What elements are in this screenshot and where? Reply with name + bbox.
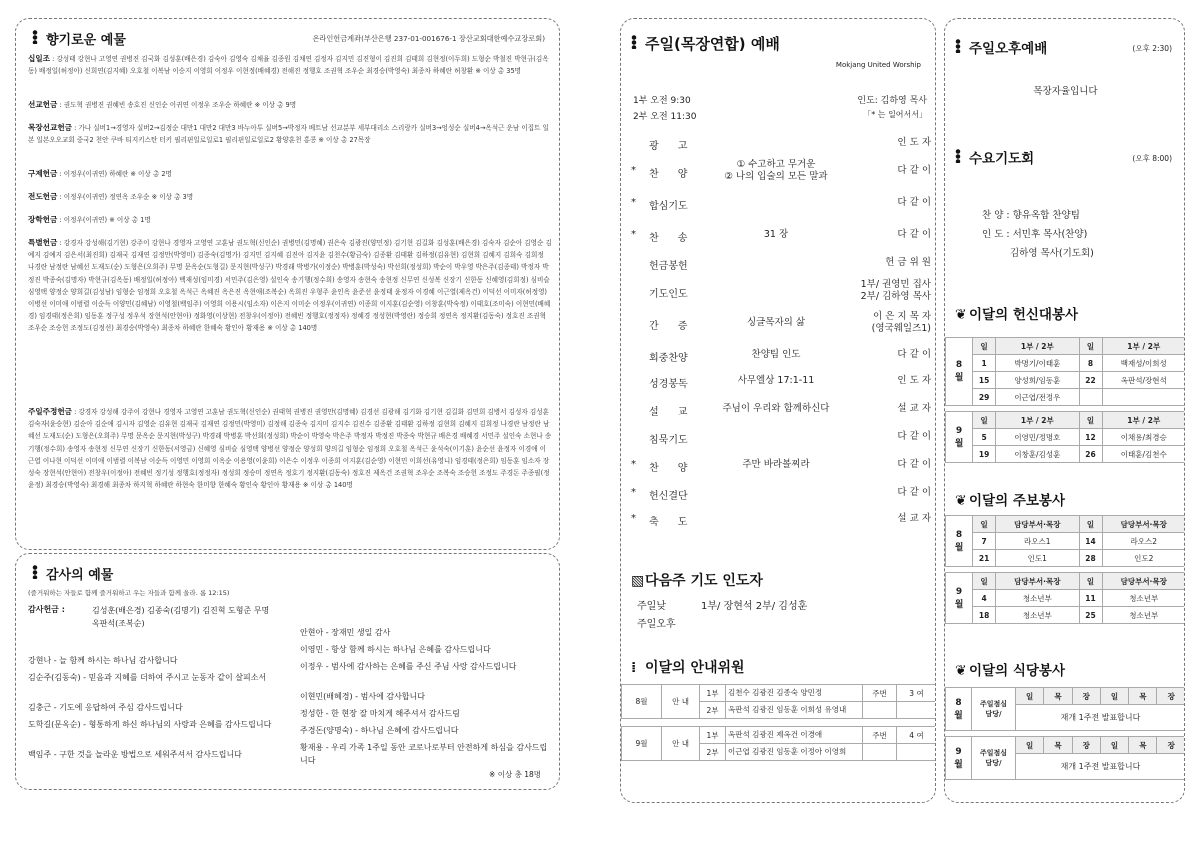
offering-title: 향기로운 예물 — [32, 29, 126, 48]
worship-row — [631, 485, 931, 509]
thanks-name: 이정우 — [300, 662, 324, 671]
header-cell: 일 — [1016, 737, 1044, 754]
thanks-dash: - — [51, 750, 60, 759]
table-cell: 이태훈/김천수 — [1102, 446, 1185, 463]
worship-subtitle: Mokjang United Worship — [835, 61, 921, 69]
offering-colon: : — [50, 55, 57, 63]
table-cell: 박명기/이태훈 — [996, 355, 1079, 372]
thanks-box — [15, 553, 560, 790]
table-cell: 옥판석/장현석 — [1102, 372, 1185, 389]
header-cell: 일 — [973, 516, 996, 533]
table-cell: 청소년부 — [1102, 607, 1185, 624]
stand-star: * — [631, 513, 636, 524]
header-cell: 담당부서·목장 — [1102, 573, 1185, 590]
section-marker-icon — [955, 149, 961, 163]
thanks-msg: 항상 함께 하시는 하나님 은혜를 감사드립니다 — [331, 645, 491, 654]
offering-section — [28, 168, 552, 180]
header-cell: 1부 / 2부 — [1102, 412, 1185, 429]
table-row — [946, 607, 1186, 624]
part-cell: 2부 — [700, 702, 726, 719]
thanks-dash: - — [80, 720, 89, 729]
ushers-table — [621, 684, 936, 761]
offering-section — [28, 406, 552, 491]
bulletin-table — [945, 515, 1185, 624]
header-cell: 1부 / 2부 — [996, 338, 1079, 355]
part-cell: 1부 — [700, 727, 726, 744]
section-marker-icon: ▧ — [631, 573, 645, 589]
thanks-subtitle: (즐거워하는 자들로 함께 즐거워하고 우는 자들과 함께 울라. 롬 12:15) — [28, 589, 230, 597]
table-cell: 15 — [973, 372, 996, 389]
wednesday-time: (오후 8:00) — [1132, 154, 1172, 163]
section-marker-icon — [955, 39, 961, 53]
header-cell: 일 — [1016, 688, 1044, 705]
thanks-msg: 늘 함께 하시는 하나님 감사합니다 — [59, 656, 178, 665]
thanks-offering-label: 감사헌금 : — [28, 605, 65, 614]
kitchen-note: 재개 1주전 발표합니다 — [1016, 705, 1186, 731]
table-header-row — [946, 688, 1186, 705]
table-cell: 1 — [973, 355, 996, 372]
table-cell: 28 — [1079, 550, 1102, 567]
table-cell: 라오스2 — [1102, 533, 1185, 550]
duty-count-cell — [897, 744, 937, 761]
next-prayer-row1-label: 주일낮 — [637, 601, 666, 612]
thanks-msg: 범사에 감사합니다 — [360, 692, 425, 701]
worship-content: 찬양팀 인도 — [751, 349, 801, 360]
table-cell — [1102, 389, 1185, 406]
header-cell: 일 — [1079, 516, 1102, 533]
header-cell: 일 — [973, 338, 996, 355]
thanks-dash: - — [323, 743, 332, 752]
stand-star: * — [631, 229, 636, 240]
table-header-row — [946, 516, 1186, 533]
heart-bullet-icon: ❦ — [955, 663, 967, 679]
worship-row — [631, 511, 931, 535]
worship-row — [631, 457, 931, 481]
thanks-msg: 우리 가족 1주일 동안 코로나로부터 안전하게 하심을 감사드립니다 — [300, 743, 548, 765]
worship-leader-cell: 다 같 이 — [897, 431, 931, 442]
thanks-name: 도학길(문옥순) — [28, 720, 81, 729]
thanks-item — [28, 718, 288, 731]
thanks-name: 이영민 — [300, 645, 324, 654]
table-cell: 5 — [973, 429, 996, 446]
worship-row — [639, 429, 931, 453]
table-cell: 백재성/이희성 — [1102, 355, 1185, 372]
section-marker-icon: ⁞ — [631, 660, 637, 676]
worship-leader-cell: 다 같 이 — [897, 487, 931, 498]
worship-row — [639, 401, 931, 425]
header-cell: 목 — [1129, 688, 1157, 705]
worship-leader-cell: 1부/ 권영민 집사 2부/ 김하영 목사 — [860, 279, 931, 302]
thanks-name: 백임주 — [28, 750, 52, 759]
table-row — [946, 590, 1186, 607]
stand-star: * — [631, 197, 636, 208]
worship-label: 헌금봉헌 — [649, 261, 688, 272]
devotion-title: ❦ 이달의 헌신대봉사 — [955, 307, 1079, 323]
next-prayer-row1-text: 1부/ 장현석 2부/ 김성훈 — [701, 601, 808, 612]
worship-row — [639, 135, 931, 159]
thanks-name: 정성한 — [300, 709, 324, 718]
wednesday-line3: 김하영 목사(기도회) — [1010, 248, 1094, 259]
table-cell: 이근엽/전정우 — [996, 389, 1079, 406]
month-cell: 8 월 — [946, 688, 972, 731]
worship-leader-cell: 헌 금 위 원 — [885, 257, 931, 268]
worship-leader-cell: 다 같 이 — [897, 459, 931, 470]
worship-row — [631, 195, 931, 219]
worship-content: ① 수고하고 무거운 ② 나의 입술의 모든 말과 — [724, 159, 828, 182]
table-header-row — [946, 412, 1186, 429]
role-cell: 안 내 — [662, 685, 700, 719]
duty-label-cell — [863, 702, 897, 719]
table-header-row — [946, 573, 1186, 590]
thanks-dash: - — [323, 662, 332, 671]
names-cell: 이근엽 김광진 임동훈 이정아 이영희 — [726, 744, 863, 761]
header-cell: 일 — [1100, 737, 1128, 754]
table-cell: 26 — [1079, 446, 1102, 463]
offering-section — [28, 99, 552, 111]
worship-content: 31 장 — [763, 229, 789, 240]
worship-label: 찬 양 — [649, 169, 688, 180]
table-row — [946, 355, 1186, 372]
offering-label: 구제헌금 — [28, 169, 58, 178]
role-cell: 안 내 — [662, 727, 700, 761]
thanks-item — [300, 690, 550, 703]
offering-label: 목장선교헌금 — [28, 123, 73, 132]
table-cell: 11 — [1079, 590, 1102, 607]
worship-label: 성경봉독 — [649, 379, 688, 390]
offering-label: 장학헌금 — [28, 215, 58, 224]
offering-label: 전도헌금 — [28, 192, 58, 201]
table-row — [946, 550, 1186, 567]
afternoon-box — [944, 18, 1185, 803]
heart-bullet-icon: ❦ — [955, 307, 967, 323]
header-cell: 장 — [1072, 688, 1100, 705]
ushers-title: ⁞ 이달의 안내위원 — [631, 660, 745, 676]
table-cell: 인도2 — [1102, 550, 1185, 567]
kitchen-title: ❦ 이달의 식당봉사 — [955, 663, 1065, 679]
offering-colon: : — [57, 101, 64, 109]
offering-names: 이정우(이귀연) 하혜란 ※ 이상 총 2명 — [63, 170, 172, 178]
header-cell: 일 — [973, 573, 996, 590]
names-cell: 김천수 김광진 김종숙 양민정 — [726, 685, 863, 702]
thanks-msg: 형통하게 하신 하나님의 사랑과 은혜를 감사드립니다 — [88, 720, 272, 729]
offering-names: 강경자 강성해(김기현) 강주이 강현나 경영자 고영연 고훈남 권도혁(신인순) 권병민(김명혜) 권은숙 김광진(양민정) 김기현 김길화 김성훈(배은경) 김숙자 김순아 김영순 김예지 김예지 김은서(최진희) 김재국 김재연 김정만(박영미) 김종숙(김명가) 김지민 김지혜 김진아 김지윤 김천수(황금숙) 김종환 김태환 김하정(김유현) 김현희 김혜지 김희숙 김희정 나경란 남정란 남혜선 도재도(순) 도형은(오희주) 무명 문옥순(도형길) 문지현(박성구) 박경래 박병가(이정순) 박병훈(박성숙) 박선희(정성희) 박순이 박우영 박은주(김종태) 박정자 박정진 박종숙(김명자) 박현규(김옥동) 배정일(허정아) 백재성(임미경) 서민주(김은영) 설인숙 송기행(정수희) 송영자 송현숙 송현정 신무연 신성복 신장기 신한동 신혜영(김희정) 심비슬 심영택 양정순 양희길(김성남) 임형순 임정희 오호철 옥석근 옥혜진 옥은진 옥현애(조복순) 옥희진 우형주 윤인옥 윤준선 윤정태 윤정자 이경혜 이근열(제옥건) 이덕선 이미자(허정영) 이병선 이미애 이범렬 이순득 이양민(김혜남) 이영철(백임주) 이영희 이용시(임소자) 이은지 이미순 이정우(이귀연) 이종희 이지훈(김순영) 이창훈(박숙정) 이태호(조미숙) 이현민(배혜경) 임경태(정은희) 임동훈 정구성 정우석 장현석(안현아) 정화영(이상현) 전창우(이정아) 전혜빈 정행호(정정자) 정혜경 정성현(박영란) 정승희 정연옥 정지환(김동숙) 정호진 조권혁 조우순 조승헌 조정도(김정선) 최경승(박영숙) 최종차 하혜란 한혜숙 황인아 황재용 ※ 이상 총 140명 — [28, 239, 552, 333]
table-cell: 25 — [1079, 607, 1102, 624]
offering-names: 이정우(이귀연) 정연옥 조우순 ※ 이상 총 3명 — [63, 193, 194, 201]
table-cell: 8 — [1079, 355, 1102, 372]
month-cell: 9 월 — [946, 573, 973, 624]
duty-count-cell — [897, 702, 937, 719]
thanks-dash: - — [323, 628, 332, 637]
thanks-item — [28, 654, 288, 667]
month-cell: 8월 — [622, 685, 662, 719]
thanks-item — [300, 741, 550, 767]
worship-content: 주님이 우리와 함께하신다 — [722, 403, 830, 414]
thanks-item — [300, 643, 550, 656]
header-cell: 일 — [1079, 338, 1102, 355]
worship-label: 간 증 — [649, 321, 688, 332]
thanks-msg: 한 현장 잘 마치게 해주셔서 감사드림 — [331, 709, 460, 718]
header-cell: 장 — [1157, 737, 1185, 754]
thanks-total: ※ 이상 총 18명 — [489, 770, 541, 779]
table-cell: 19 — [973, 446, 996, 463]
next-prayer-title: ▧ 다음주 기도 인도자 — [631, 573, 763, 589]
header-cell: 장 — [1157, 688, 1185, 705]
header-cell: 일 — [1100, 688, 1128, 705]
month-cell: 8 월 — [946, 516, 973, 567]
thanks-item — [28, 748, 288, 761]
offering-colon: : — [72, 408, 79, 416]
section-marker-icon — [32, 565, 38, 579]
worship-label: 기도인도 — [649, 289, 688, 300]
offering-section — [28, 122, 552, 146]
worship-label: 침묵기도 — [649, 435, 688, 446]
worship-box — [620, 18, 936, 803]
thanks-msg: 하나님 은혜에 감사드립니다 — [360, 726, 459, 735]
wednesday-line1: 찬 양 : 향유옥합 찬양팀 — [982, 210, 1080, 221]
thanks-name: 안현아 — [300, 628, 324, 637]
header-cell: 일 — [1079, 412, 1102, 429]
table-row — [946, 429, 1186, 446]
header-cell: 일 — [1079, 573, 1102, 590]
thanks-dash: - — [352, 692, 361, 701]
offering-label: 선교헌금 — [28, 100, 58, 109]
thanks-dash: - — [51, 703, 60, 712]
table-cell: 18 — [973, 607, 996, 624]
spacer-row — [622, 719, 937, 727]
table-cell: 이영민/정명호 — [996, 429, 1079, 446]
worship-row — [631, 227, 931, 251]
month-cell: 9월 — [622, 727, 662, 761]
thanks-dash: - — [323, 709, 332, 718]
afternoon-time: (오후 2:30) — [1132, 44, 1172, 53]
table-header-row — [946, 338, 1186, 355]
thanks-item — [300, 707, 550, 720]
account-info: 온라인헌금계좌(부산은행 237-01-001676-1 장산교회대한예수교장로회) — [312, 34, 545, 43]
worship-label: 광 고 — [649, 141, 688, 152]
stand-star: * — [631, 165, 636, 176]
table-header-row — [946, 737, 1186, 754]
thanks-item — [28, 701, 288, 714]
dept-cell: 주일점심 담당/ — [972, 688, 1016, 731]
table-cell: 29 — [973, 389, 996, 406]
worship-content: 싱글목자의 삶 — [746, 317, 806, 328]
stand-star: * — [631, 487, 636, 498]
offering-colon: : — [57, 170, 64, 178]
worship-leader-cell: 설 교 자 — [897, 513, 931, 524]
table-cell: 12 — [1079, 429, 1102, 446]
section-marker-icon — [631, 35, 637, 49]
thanks-name: 강현나 — [28, 656, 52, 665]
table-cell: 양성희/임동훈 — [996, 372, 1079, 389]
worship-row — [639, 255, 931, 279]
offering-names: 권도혁 권병진 권혜빈 송호진 신인순 이귀연 이정우 조우순 하혜란 ※ 이상 총 9명 — [63, 101, 297, 109]
thanks-item — [300, 660, 550, 673]
ushers-row — [622, 727, 937, 744]
dept-cell: 주일점심 담당/ — [972, 737, 1016, 780]
header-cell: 장 — [1072, 737, 1100, 754]
table-cell: 인도1 — [996, 550, 1079, 567]
offering-colon: : — [57, 239, 64, 247]
thanks-item — [300, 724, 550, 737]
header-cell: 1부 / 2부 — [996, 412, 1079, 429]
header-cell: 담당부서·목장 — [1102, 516, 1185, 533]
thanks-msg: 범사에 감사하는 은혜를 주신 주님 사랑 감사드립니다 — [331, 662, 517, 671]
section-marker-icon — [32, 30, 38, 44]
part-cell: 1부 — [700, 685, 726, 702]
worship-label: 설 교 — [649, 407, 688, 418]
thanks-name: 이현민(배혜경) — [300, 692, 353, 701]
table-cell — [1079, 389, 1102, 406]
thanks-name: 주경돈(양명숙) — [300, 726, 353, 735]
offering-colon: : — [72, 124, 79, 132]
duty-count-cell: 4 여 — [897, 727, 937, 744]
thanks-msg: 기도에 응답하여 주심 감사드립니다 — [59, 703, 183, 712]
worship-label: 축 도 — [649, 517, 688, 528]
table-row — [946, 533, 1186, 550]
duty-label-cell — [863, 744, 897, 761]
table-row — [946, 446, 1186, 463]
thanks-dash: - — [80, 673, 89, 682]
worship-title: 주일(목장연합) 예배 — [631, 33, 780, 54]
worship-leader-cell: 다 같 이 — [897, 229, 931, 240]
offering-section — [28, 214, 552, 226]
wednesday-line2: 인 도 : 서민후 목사(찬양) — [982, 229, 1088, 240]
table-row — [946, 372, 1186, 389]
offering-colon: : — [57, 193, 64, 201]
thanks-offering-names: 김성훈(배은경) 김종숙(김명기) 김진혁 도형준 무명 옥판석(조복순) — [92, 606, 270, 628]
worship-row — [639, 311, 931, 339]
worship-label: 헌신결단 — [649, 491, 688, 502]
table-cell: 청소년부 — [996, 590, 1079, 607]
duty-label-cell: 주번 — [863, 727, 897, 744]
worship-leader-cell: 설 교 자 — [897, 403, 931, 414]
thanks-item — [28, 671, 288, 684]
offering-names: 강경자 강성해 강주이 강현나 경영자 고영연 고훈남 권도혁(신인순) 권태혁 권병진 권영만(김명혜) 김경선 김광해 김기화 김기현 김길화 김민희 김병서 김성자 김성훈 김숙자(윤승현) 김순아 김순애 김시자 김영순 김유현 김재국 김재연 김정민(박영미) 김정해 김종숙 김지미 김지수 김진수 김종환 김태환 김하정 김현희 김혜지 김희정 나경란 남정란 남혜선 도재도(순) 도형은(오희주) 무명 문옥순 문지현(박성구) 박경래 박병훈 박선희(정성희) 박순이 박영숙 박은주 박정자 박정진 박종숙 박현규 배은경 배혜경 서민주 설인숙 소현나 송기행(정수희) 송영자 송현정 신무연 신장기 신한동(서영금) 신혜영 심비슬 심영택 양병선 양정순 양성희 양의길 임형순 임정희 오호철 옥석근 윤석숙(이기훈) 윤순선 윤정자 이경애 이근엽 이나현 이덕선 이미애 이범렬 이복남 이순득 이영민 이영희 이옥순 이용영(이윤희) 이은수 이정우 이종희 이지훈(김순영) 이현민 이희선(유영니) 임경태(정은희) 임동훈 임소자 장성숙 장현석(안현아) 전창우(이정아) 전혜빈 정기성 정행호(정정자) 정성희 정승미 정연옥 정호기 정지환(김동숙) 정호진 제옥건 조권혁 조우순 조복숙 조승헌 조정도 주경돈 주종필(정윤정) 최경승(박영숙) 최경해 최종차 하지혁 하혜란 하현숙 한미향 한혜숙 황인숙 황인아 황재용 ※ 이상 총 140명 — [28, 408, 552, 490]
month-cell: 9 월 — [946, 737, 972, 780]
thanks-name: 황재용 — [300, 743, 324, 752]
devotion-table — [945, 337, 1185, 463]
month-cell: 8 월 — [946, 338, 973, 406]
duty-count-cell: 3 여 — [897, 685, 937, 702]
table-row — [946, 389, 1186, 406]
thanks-dash: - — [51, 656, 60, 665]
worship-leader: 인도: 김하영 목사 — [857, 96, 927, 106]
thanks-name: 김순주(김동숙) — [28, 673, 81, 682]
standing-note: 「* 는 일어서서」 — [863, 110, 927, 119]
worship-leader-cell: 이 은 지 목 자 (영국웨일즈1) — [871, 311, 931, 334]
thanks-msg: 믿음과 지혜를 더하여 주시고 눈동자 같이 살피소서 — [88, 673, 267, 682]
offering-label: 십일조 — [28, 54, 51, 63]
header-cell: 일 — [973, 412, 996, 429]
thanks-title: 감사의 예물 — [32, 564, 113, 583]
header-cell: 담당부서·목장 — [996, 573, 1079, 590]
afternoon-text: 목장자율입니다 — [1033, 86, 1098, 97]
table-cell: 이채용/최경승 — [1102, 429, 1185, 446]
kitchen-table — [945, 687, 1185, 780]
worship-time-1: 1부 오전 9:30 — [633, 96, 691, 106]
wednesday-title: 수요기도회 — [955, 147, 1034, 167]
worship-leader-cell: 인 도 자 — [897, 137, 931, 148]
offering-names: 가나 실버1→경영자 실버2→김정순 대만1 대만2 대만3 바누아투 실버5→박정자 베트남 선교분부 세부대리소 스리랑카 실버3→엉성순 실버4→옥석근 운남 이집트 일본 일본오오교회 중국2 천안 쿠바 티지키스탄 터키 필리핀일로일로1 필리핀일로일로2 황양훈천 홍콩 ※ 이상 총 27목장 — [28, 124, 549, 145]
names-cell: 옥판석 김광진 제옥건 이경애 — [726, 727, 863, 744]
worship-row — [639, 347, 931, 371]
worship-label: 찬 송 — [649, 233, 688, 244]
worship-leader-cell: 다 같 이 — [897, 197, 931, 208]
worship-label: 회중찬양 — [649, 353, 688, 364]
table-cell: 22 — [1079, 372, 1102, 389]
header-cell: 1부 / 2부 — [1102, 338, 1185, 355]
worship-leader-cell: 다 같 이 — [897, 165, 931, 176]
heart-bullet-icon: ❦ — [955, 493, 967, 509]
bulletin-title: ❦ 이달의 주보봉사 — [955, 493, 1065, 509]
worship-content: 사무엘상 17:1-11 — [737, 375, 815, 386]
worship-leader-cell: 다 같 이 — [897, 349, 931, 360]
thanks-dash: - — [352, 726, 361, 735]
offering-box — [15, 18, 560, 550]
header-cell: 담당부서·목장 — [996, 516, 1079, 533]
table-cell: 7 — [973, 533, 996, 550]
kitchen-note: 재개 1주전 발표합니다 — [1016, 754, 1186, 780]
worship-label: 찬 양 — [649, 463, 688, 474]
table-cell: 청소년부 — [996, 607, 1079, 624]
offering-section — [28, 53, 552, 77]
offering-label: 주일주정헌금 — [28, 407, 73, 416]
spacer-cell — [622, 719, 937, 727]
worship-content: 주만 바라볼찌라 — [742, 459, 810, 470]
table-cell: 21 — [973, 550, 996, 567]
worship-leader-cell: 인 도 자 — [897, 375, 931, 386]
names-cell: 옥판석 김광진 임동훈 이희성 유영내 — [726, 702, 863, 719]
table-cell: 라오스1 — [996, 533, 1079, 550]
worship-time-2: 2부 오전 11:30 — [633, 112, 697, 122]
offering-section — [28, 237, 552, 335]
table-cell: 4 — [973, 590, 996, 607]
month-cell: 9 월 — [946, 412, 973, 463]
header-cell: 목 — [1044, 688, 1072, 705]
header-cell: 목 — [1129, 737, 1157, 754]
thanks-item — [300, 626, 550, 639]
next-prayer-row2-label: 주일오후 — [637, 619, 676, 630]
thanks-name: 김충근 — [28, 703, 52, 712]
offering-label: 특별헌금 — [28, 238, 58, 247]
offering-names: 이정우(이귀연) ※ 이상 총 1명 — [63, 216, 151, 224]
duty-label-cell: 주번 — [863, 685, 897, 702]
worship-label: 합심기도 — [649, 201, 688, 212]
worship-row — [631, 159, 931, 187]
stand-star: * — [631, 459, 636, 470]
worship-row — [639, 373, 931, 397]
table-cell: 14 — [1079, 533, 1102, 550]
ushers-row — [622, 685, 937, 702]
thanks-msg: 구한 것을 놀라운 방법으로 세워주셔서 감사드립니다 — [59, 750, 242, 759]
thanks-dash: - — [323, 645, 332, 654]
table-cell: 청소년부 — [1102, 590, 1185, 607]
table-cell: 이창훈/김성훈 — [996, 446, 1079, 463]
offering-colon: : — [57, 216, 64, 224]
worship-row — [639, 279, 931, 307]
offering-section — [28, 191, 552, 203]
thanks-msg: 장재민 생일 감사 — [331, 628, 391, 637]
part-cell: 2부 — [700, 744, 726, 761]
header-cell: 목 — [1044, 737, 1072, 754]
offering-names: 강성태 강현나 고영연 권병진 김국화 김성훈(배은경) 김숙아 김영숙 김채율 김종원 김채연 김정자 김지민 김진형이 김진희 김태희 김현정(이두희) 도형순 박철진 박현규(김옥동) 배정일(허정아) 신희연(김지혜) 오호철 이복남 이승지 이영희 이정우 이현정(배혜경) 전해진 정행호 조권혁 조우순 최경승(박영숙) 최종차 하혜란 허창환 ※ 이상 총 35명 — [28, 55, 549, 76]
afternoon-title: 주일오후예배 — [955, 37, 1047, 57]
